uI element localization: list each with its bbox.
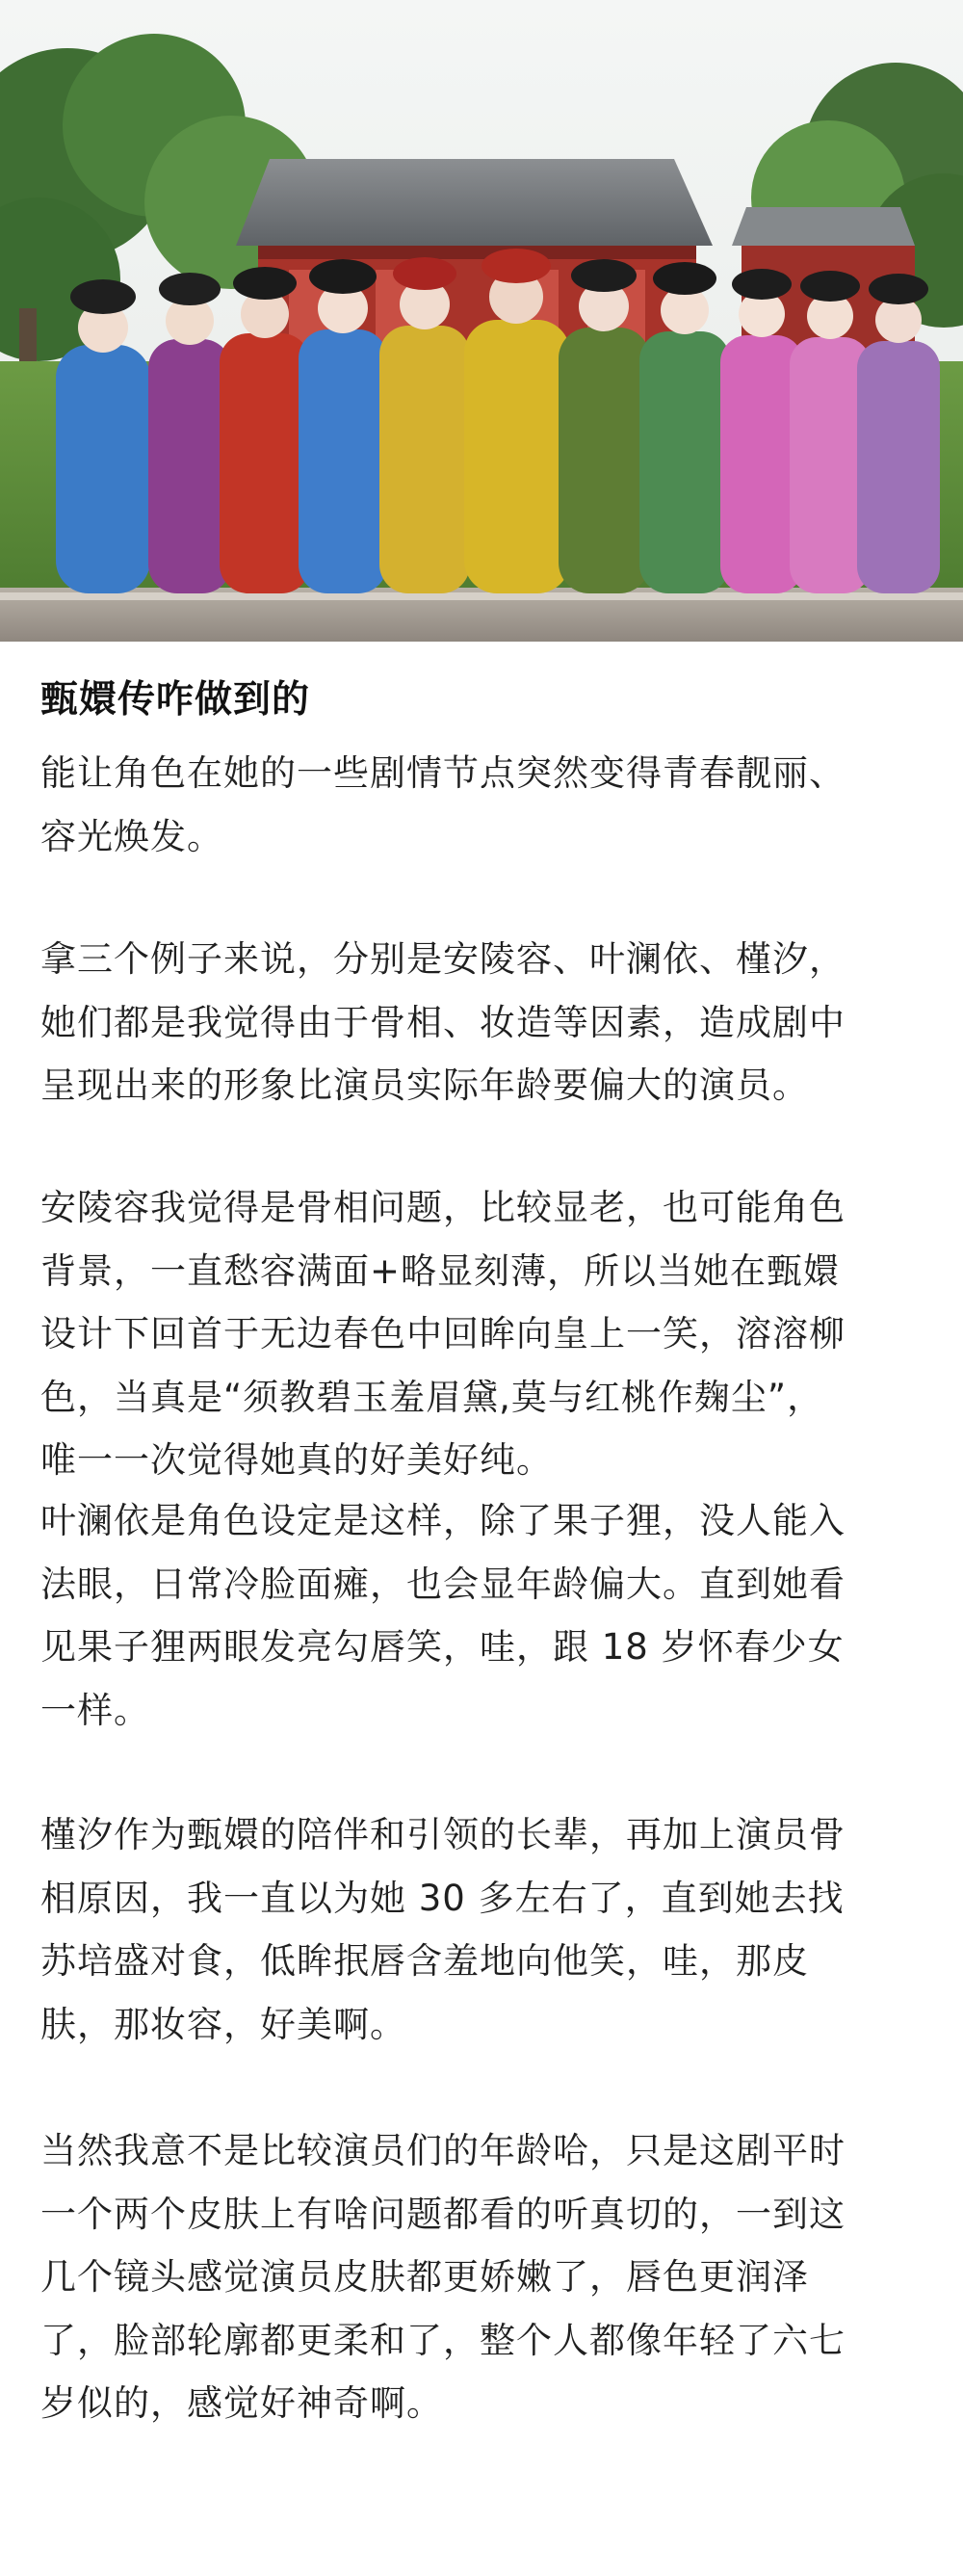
cast-photo-illustration [0,0,963,642]
article-paragraph: 安陵容我觉得是骨相问题，比较显老，也可能角色 背景，一直愁容满面+略显刻薄，所以当她在甄嬛 设计下回首于无边春色中回眸向皇上一笑，溶溶柳 色，当真是“须教碧玉羞眉黛,莫与红桃作麹尘”， 唯一一次觉得她真的好美好纯。 [40,1187,846,1481]
article-paragraph: 叶澜依是角色设定是这样，除了果子狸，没人能入 法眼，日常冷脸面瘫，也会显年龄偏大。直到她看 见果子狸两眼发亮勾唇笑，哇，跟 18 岁怀春少女 一样。 [40,1500,846,1731]
cast-photo [0,0,963,642]
article-title: 甄嬛传咋做到的 [40,678,311,722]
article-paragraph: 当然我意不是比较演员们的年龄哈，只是这剧平时 一个两个皮肤上有啥问题都看的听真切的，一到这 几个镜头感觉演员皮肤都更娇嫩了，唇色更润泽 了，脸部轮廓都更柔和了，整个人都像年轻了六七 岁似的，感觉好神奇啊。 [40,2130,846,2424]
article-paragraph: 拿三个例子来说，分别是安陵容、叶澜依、槿汐， 她们都是我觉得由于骨相、妆造等因素，造成剧中 呈现出来的形象比演员实际年龄要偏大的演员。 [40,938,846,1106]
article-paragraph: 槿汐作为甄嬛的陪伴和引领的长辈，再加上演员骨 相原因，我一直以为她 30 多左右了，直到她去找 苏培盛对食，低眸抿唇含羞地向他笑，哇，那皮 肤，那妆容，好美啊。 [40,1814,846,2045]
article-paragraph: 能让角色在她的一些剧情节点突然变得青春靓丽、 容光焕发。 [40,752,846,857]
